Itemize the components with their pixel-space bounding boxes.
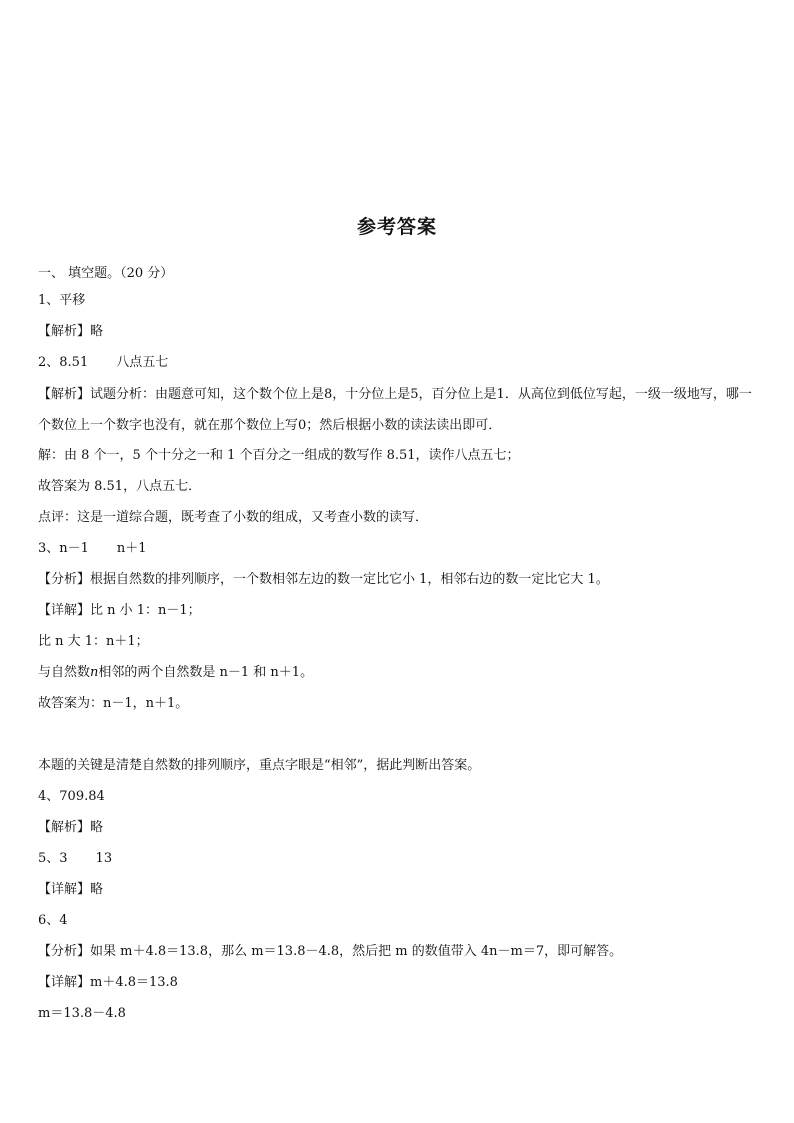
q3-result: 故答案为：n－1，n＋1。 [38, 696, 189, 711]
q5-first: 5、3 [38, 851, 68, 866]
q3-detail-1: 【详解】比 n 小 1：n－1； [38, 603, 201, 618]
q6-detail-1: 【详解】m＋4.8＝13.8 [38, 975, 178, 990]
q3-first: 3、n－1 [38, 541, 89, 556]
q2-reading: 八点五七 [116, 355, 169, 370]
q2-number: 2、8.51 [38, 355, 89, 370]
q2-answer [38, 355, 758, 371]
q4-analysis: 【解析】略 [38, 820, 104, 835]
q3-answer [38, 541, 758, 557]
q2-analysis: 【解析】试题分析：由题意可知，这个数个位上是8，十分位上是5，百分位上是1．从高位到低位写起，一级一级地写，哪一个数位上一个数字也没有，就在那个数位上写0；然后根据小数的读法读出即可． [38, 387, 752, 433]
q3-analysis: 【分析】根据自然数的排列顺序，一个数相邻左边的数一定比它小 1，相邻右边的数一定比它大 1。 [38, 572, 609, 587]
q5-detail: 【详解】略 [38, 882, 104, 897]
q6-analysis: 【分析】如果 m＋4.8＝13.8，那么 m＝13.8－4.8，然后把 m 的数值带入 4n－m＝7，即可解答。 [38, 944, 623, 959]
q3-note: 本题的关键是清楚自然数的排列顺序，重点字眼是“相邻”，据此判断出答案。 [38, 758, 481, 773]
q2-comment: 点评：这是一道综合题，既考查了小数的组成，又考查小数的读写． [38, 510, 429, 525]
q3-second: n＋1 [116, 541, 147, 556]
q4-answer: 4、709.84 [38, 789, 105, 804]
q1-answer: 1、平移 [38, 293, 86, 308]
q2-solution: 解：由 8 个一，5 个十分之一和 1 个百分之一组成的数写作 8.51，读作八点五七； [38, 448, 520, 463]
q5-second: 13 [95, 851, 113, 866]
q1-analysis: 【解析】略 [38, 324, 104, 339]
variable-n: n [90, 665, 99, 680]
q5-answer [38, 851, 758, 867]
q3-detail-2: 比 n 大 1：n＋1； [38, 634, 149, 649]
section-heading: 一、 填空题。（20 分） [38, 266, 174, 281]
q6-detail-2: m＝13.8－4.8 [38, 1006, 126, 1021]
q2-result: 故答案为 8.51，八点五七． [38, 479, 202, 494]
q3-detail-3: 与自然数n相邻的两个自然数是 n－1 和 n＋1。 [38, 665, 314, 680]
q6-answer: 6、4 [38, 913, 68, 928]
page-title: 参考答案 [356, 216, 437, 238]
